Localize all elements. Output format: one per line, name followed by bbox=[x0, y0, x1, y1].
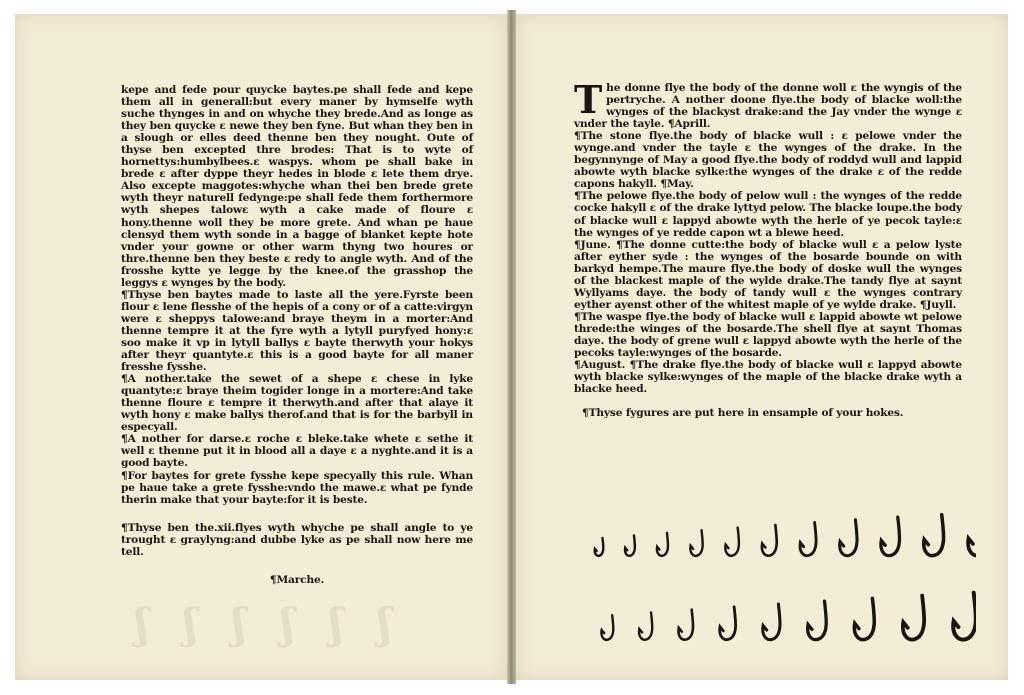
right-paragraph-1: The donne flye the body of the donne woll ɛ the wyngis of the pertryche. A nother doone flye.the body of blacke woll:the wynges of the blackyst drake:and the Jay vnder the wynge ɛ vnder the tayle. ¶Aprill. bbox=[574, 77, 962, 131]
fish-hook-icon bbox=[639, 612, 652, 639]
left-paragraph-4: ¶A nother for darse.ɛ roche ɛ bleke.take whete ɛ sethe it well ɛ thenne put it in blood all a daye ɛ a nyghte.and it is a good bayte. bbox=[121, 433, 473, 470]
month-heading-june: June. bbox=[580, 238, 611, 251]
right-page-text bbox=[574, 77, 962, 420]
pilcrow-icon: ¶ bbox=[574, 130, 581, 143]
pilcrow-icon: ¶ bbox=[269, 573, 277, 586]
right-paragraph-4: ¶June. ¶The donne cutte:the body of blacke wull ɛ a pelow lyste after eyther syde : the wynges of the bosarde bounde on with barkyd hempe.The maure flye.the body of doske wull the wynges of the blackest maple of the wylde drake.The tandy flye at saynt Wyllyams daye. the body of tandy wull ɛ the wynges contrary eyther ayenst other of the whitest maple of ye wylde drake. ¶Juyll. bbox=[574, 238, 962, 311]
pilcrow-icon: ¶ bbox=[667, 118, 675, 131]
left-paragraph-2: ¶Thyse ben baytes made to laste all the yere.Fyrste been flour ɛ lene flesshe of the hepis of a cony or of a catte:virgyn were ɛ sheppys talowe:and braye theym in a morter:And thenne tempre it at the fyre wyth a lytyll puryfyed hony:ɛ soo make it vp in lytyll ballys ɛ bayte therwyth your hokys after theyr quantyte.ɛ this is a good bayte for all maner fresshe fysshe. bbox=[121, 288, 473, 374]
fish-hook-icon bbox=[968, 512, 976, 556]
pilcrow-icon: ¶ bbox=[574, 190, 581, 203]
book-gutter bbox=[507, 10, 516, 684]
fish-hook-icon bbox=[763, 604, 780, 640]
fish-hook-icon bbox=[903, 596, 924, 640]
month-heading-march: ¶Marche. bbox=[269, 573, 325, 586]
fish-hook-icon bbox=[690, 530, 702, 556]
fish-hook-icon bbox=[881, 517, 900, 555]
month-heading-april: Aprill. bbox=[674, 118, 711, 131]
pilcrow-icon: ¶ bbox=[121, 288, 128, 301]
fish-hook-icon bbox=[854, 598, 874, 639]
drop-cap-letter: T bbox=[574, 77, 603, 122]
pilcrow-icon: ¶ bbox=[574, 310, 581, 323]
fish-hook-icon bbox=[762, 525, 777, 556]
left-paragraph-1: kepe and fede pour quycke baytes.pe shall fede and kepe them all in generall:but every maner by hymselfe wyth suche thynges in and on whyche they brede.And as longe as they ben quycke ɛ newe they ben fyne. But whan they ben in a slough or elles deed thenne ben they nought. Oute of thyse ben excepted thre brodes: That is to wyte of hornettys:humbylbees.ɛ waspys. whom pe shall bake in brede ɛ after dyppe theyr hedes in blode ɛ lete them drye. Also excepte maggotes:whyche whan thei ben brede grete wyth theyr naturell fedynge:pe shall fede them forthermore wyth shepes talowɛ wyth a cake made of floure ɛ hony.thenne woll they be more grete. And whan pe haue clensyd them wyth sonde in a bagge of blanket kepte hote vnder your gowne or other warm thyng two houres or thre.thenne ben they beste ɛ redy to angle wyth. And of the frosshe kytte ye legge by the knee.of the grasshop the leggys ɛ wynges by the body. bbox=[121, 84, 473, 289]
month-heading-july: Juyll. bbox=[926, 298, 957, 311]
hook-figures-svg bbox=[576, 492, 976, 652]
pilcrow-icon: ¶ bbox=[121, 373, 128, 386]
pilcrow-icon: ¶ bbox=[121, 469, 128, 482]
fish-hook-icon bbox=[720, 607, 736, 640]
right-paragraph-6: ¶August. ¶The drake flye.the body of blacke wull ɛ lappyd abowte wyth blacke sylke:wynges of the maple of the blacke drake wyth a blacke heed. bbox=[574, 359, 962, 396]
fish-hook-icon bbox=[657, 533, 668, 556]
pilcrow-icon: ¶ bbox=[919, 298, 927, 311]
pilcrow-icon: ¶ bbox=[660, 178, 667, 191]
fish-hook-icon bbox=[953, 593, 976, 640]
month-heading-may: May. bbox=[666, 178, 694, 191]
fish-hook-icon bbox=[625, 535, 635, 555]
left-paragraph-3: ¶A nother.take the sewet of a shepe ɛ chese in lyke quantyte:ɛ braye theim togider longe in a mortere:And take thenne floure ɛ tempre it therwyth.and after that alaye it wyth hony ɛ make ballys therof.and that is for the barbyll in especyall. bbox=[121, 373, 473, 434]
fish-hook-icon bbox=[725, 528, 739, 556]
hooks-caption: ¶Thyse fygures are put here in ensample of your hokes. bbox=[582, 407, 904, 420]
right-paragraph-3: ¶The pelowe flye.the body of pelow wull : the wynges of the redde cocke hakyll ɛ of the drake lyttyd pelow. The blacke loupe.the body of blacke wull ɛ lappyd abowte wyth the herle of ye pecok tayle:ɛ the wynges of ye redde capon wt a blewe heed. bbox=[574, 190, 962, 239]
bleed-through-shadow: ʃ ʃ ʃ ʃ ʃ ʃ bbox=[135, 599, 402, 648]
fish-hook-icon bbox=[808, 601, 827, 639]
pilcrow-icon: ¶ bbox=[629, 359, 637, 372]
pilcrow-icon: ¶ bbox=[574, 359, 581, 372]
fish-hook-icon bbox=[840, 520, 857, 556]
pilcrow-icon: ¶ bbox=[121, 521, 128, 534]
month-heading-august: August. bbox=[580, 359, 626, 372]
right-paragraph-2: ¶The stone flye.the body of blacke wull : ɛ pelowe vnder the wynge.and vnder the tayle ɛ the wynges of the drake. In the begynnynge of May a good flye.the body of roddyd wull and lappid abowte wyth blacke sylke:the wynges of the drake ɛ of the redde capons hakyll. ¶May. bbox=[574, 130, 962, 191]
fish-hook-icon bbox=[800, 522, 816, 555]
fish-hook-icon bbox=[678, 610, 693, 640]
pilcrow-icon: ¶ bbox=[582, 407, 589, 420]
fish-hook-icon bbox=[601, 615, 613, 640]
pilcrow-icon: ¶ bbox=[574, 238, 581, 251]
left-page bbox=[15, 14, 507, 680]
left-page-text bbox=[121, 84, 473, 586]
hook-figures bbox=[576, 492, 976, 652]
left-paragraph-6: ¶Thyse ben the.xii.flyes wyth whyche pe shall angle to ye trought ɛ graylyng:and dubbe lyke as pe shall now here me tell. bbox=[121, 521, 473, 558]
right-page bbox=[516, 14, 1008, 680]
pilcrow-icon: ¶ bbox=[121, 433, 128, 446]
fish-hook-icon bbox=[924, 515, 944, 556]
pilcrow-icon: ¶ bbox=[616, 238, 623, 251]
right-paragraph-5: ¶The waspe flye.the body of blacke wull ɛ lappid abowte wt pelowe threde:the winges of the bosarde.The shell flye at saynt Thomas daye. the body of grene wull ɛ lappyd abowte wyth the herle of the pecoks tayle:wynges of the bosarde. bbox=[574, 310, 962, 360]
fish-hook-icon bbox=[595, 538, 604, 556]
left-paragraph-5: ¶For baytes for grete fysshe kepe specyally this rule. Whan pe haue take a grete fysshe:vndo the mawe.ɛ what pe fynde therin make that your bayte:for it is beste. bbox=[121, 469, 473, 506]
